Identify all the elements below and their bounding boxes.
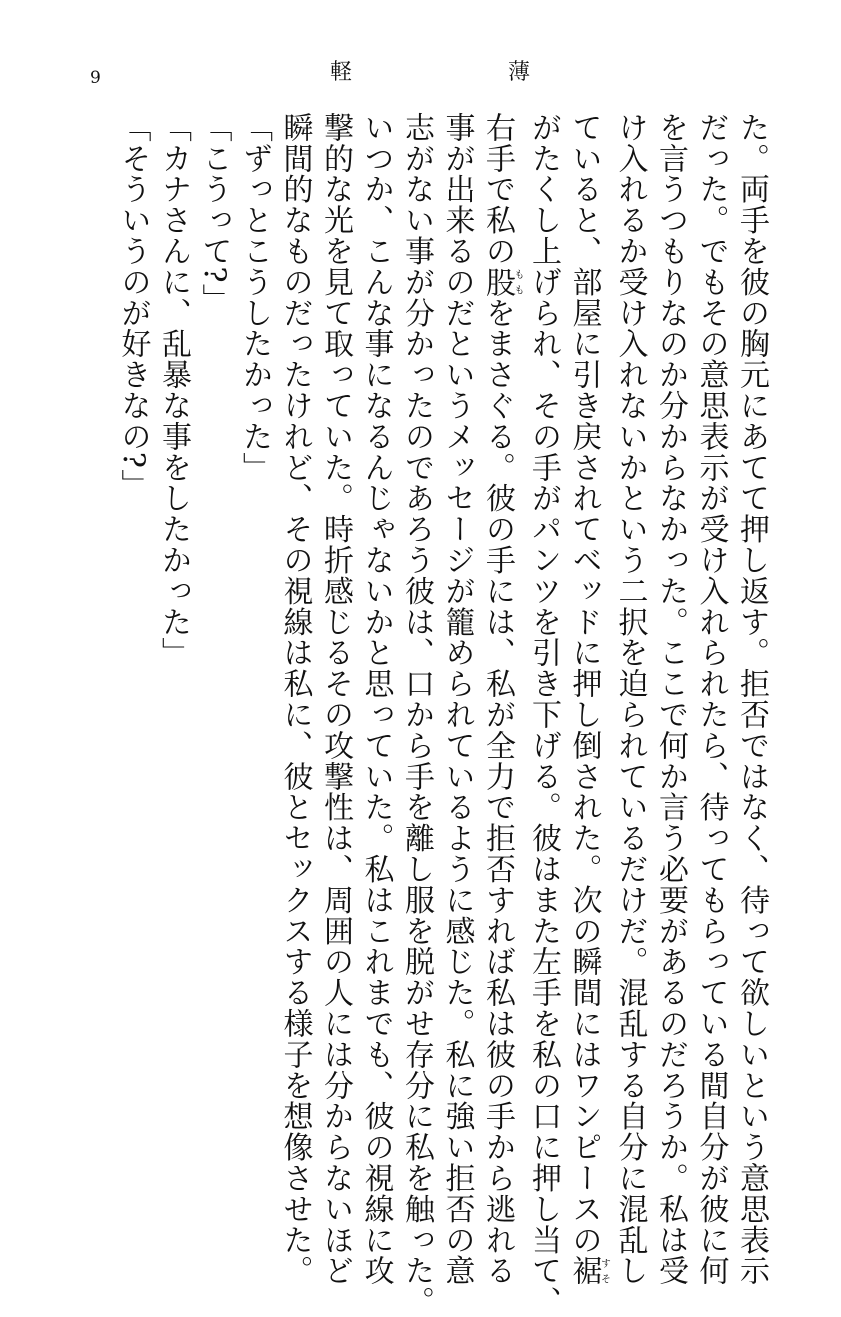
- text-line: た。両手を彼の胸元にあてて押し返す。拒否ではなく、待って欲しいという意思表示: [734, 112, 769, 1287]
- ruby-base: 股: [480, 266, 515, 298]
- running-title: [330, 62, 530, 84]
- text-line: 瞬間的なものだったけれど、その視線は私に、彼とセックスする様子を想像させた。: [277, 112, 313, 1287]
- text-segment: 右手で私の: [480, 112, 515, 267]
- ruby-base: 裾: [566, 1255, 602, 1287]
- text-line: 撃的な光を見て取っていた。時折感じるその攻撃性は、周囲の人には分からないほど: [318, 112, 353, 1287]
- dialogue-line: 「こうって?」: [196, 112, 232, 315]
- text-segment: をまさぐる。彼の手には、私が全力で拒否すれば私は彼の手から逃れる: [480, 297, 515, 1287]
- ruby-word-momo: [480, 266, 523, 298]
- text-line: 事が出来るのだというメッセージが籠められているように感じた。私に強い拒否の意: [439, 112, 475, 1287]
- text-line: け入れるか受け入れないかという二択を迫られているだけだ。混乱する自分に混乱し: [612, 112, 648, 1287]
- text-line: を言うつもりなのか分からなかった。ここで何か言う必要があるのだろうか。私は受: [653, 112, 688, 1287]
- dialogue-line: 「そういうのが好きなの?」: [115, 112, 151, 500]
- dialogue-line: 「ずっとこうしたかった」: [237, 112, 272, 483]
- text-line: 志がない事が分かったのであろう彼は、口から手を離し服を脱がせ存分に私を触った。: [399, 112, 434, 1317]
- text-line: だった。でもその意思表示が受け入れられたら、待ってもらっている間自分が彼に何: [693, 112, 729, 1287]
- text-line: [477, 112, 523, 1287]
- ruby-word-suso: [566, 1255, 610, 1287]
- running-title-char-2: 薄: [507, 60, 530, 85]
- text-line: がたくし上げられ、その手がパンツを引き下げる。彼はまた左手を私の口に押し当て、: [526, 112, 561, 1317]
- body-text: [112, 112, 771, 1317]
- ruby-reading: すそ: [598, 1255, 610, 1287]
- text-segment: ていると、部屋に引き戻されてベッドに押し倒された。次の瞬間にはワンピースの: [566, 112, 602, 1256]
- running-title-char-1: 軽: [330, 60, 353, 85]
- ruby-reading: もも: [512, 266, 523, 298]
- page-number: 9: [90, 68, 101, 88]
- text-line: いつか、こんな事になるんじゃないかと思っていた。私はこれまでも、彼の視線に攻: [358, 112, 394, 1287]
- text-line: [563, 112, 610, 1287]
- dialogue-line: 「カナさんに、乱暴な事をしたかった」: [156, 112, 191, 669]
